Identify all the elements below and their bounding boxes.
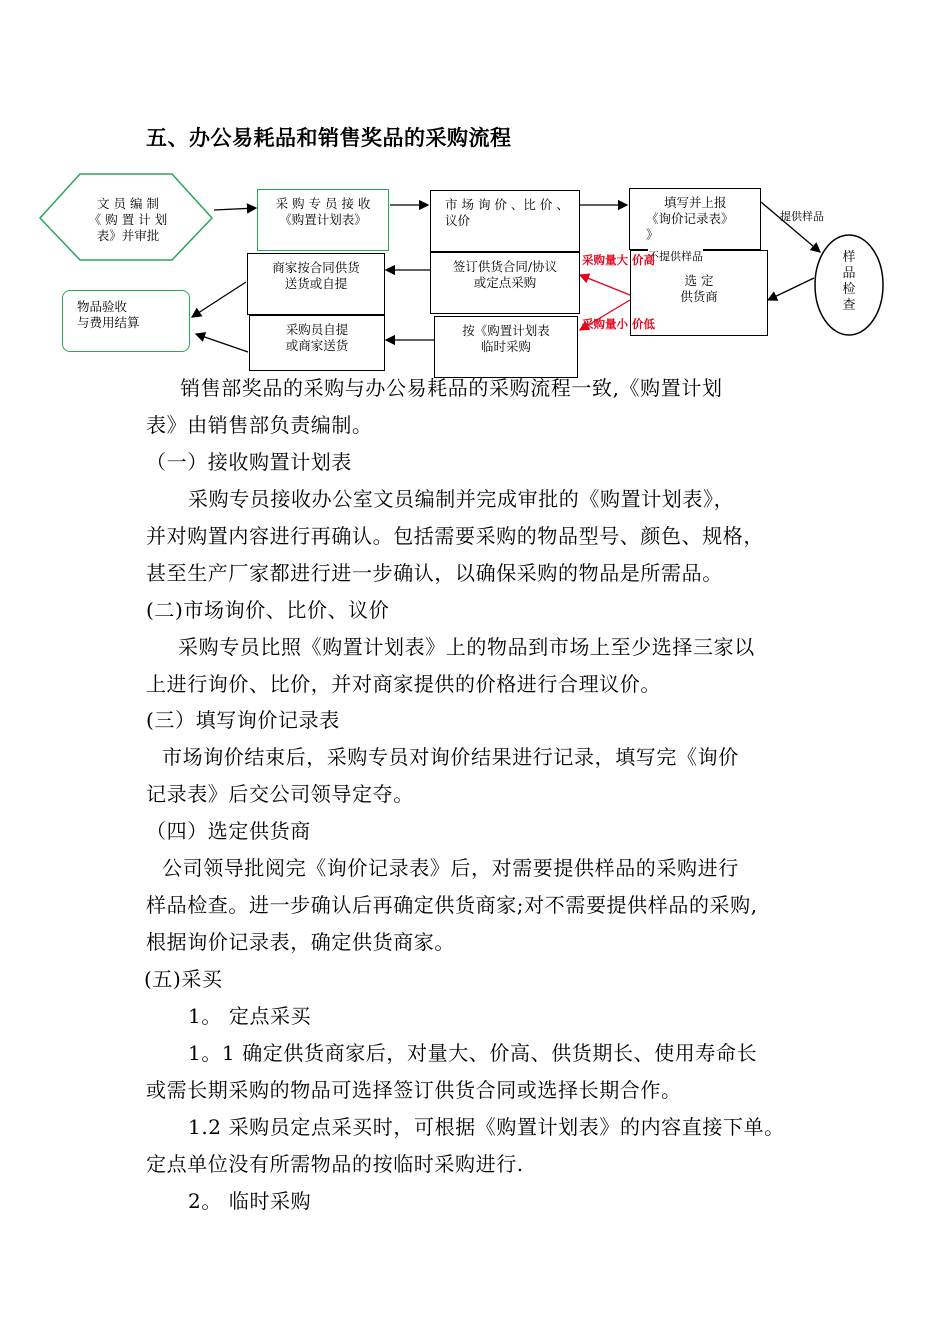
heading-market-inquiry: (二)市场询价、比价、议价: [146, 598, 390, 622]
receive-plan-box: [257, 189, 389, 251]
buyer-pickup-box: [249, 315, 385, 371]
arrow-select-contract: [580, 275, 630, 295]
contract-line-1: 签订供货合同/协议: [452, 259, 558, 274]
para-line-5: 并对购置内容进行再确认。包括需要采购的物品型号、颜色、规格，: [146, 524, 764, 548]
large-qty-line-2: 价高: [632, 253, 656, 267]
temp-purchase-box: [434, 316, 578, 378]
arrow-sample-select: [768, 278, 814, 300]
select-line-2: 供货商: [680, 289, 718, 304]
sample-check-node: [837, 250, 861, 314]
merchant-line-1: 商家按合同供货: [272, 260, 360, 275]
market-inquiry-box: [430, 190, 580, 252]
sample-check-char-2: 品: [842, 266, 856, 281]
para-line-9: 上进行询价、比价，并对商家提供的价格进行合理议价。: [146, 672, 661, 696]
small-qty-label: [582, 318, 655, 331]
temp-line-1: 按《购置计划表: [462, 323, 550, 338]
para-line-20: 或需长期采购的物品可选择签订供货合同或选择长期合作。: [146, 1078, 682, 1102]
procurement-flowchart: [0, 160, 950, 370]
para-line-22: 定点单位没有所需物品的按临时采购进行.: [146, 1152, 524, 1176]
para-line-15: 样品检查。进一步确认后再确定供货商家;对不需要提供样品的采购,: [146, 893, 758, 917]
para-line-21: 1.2 采购员定点采买时，可根据《购置计划表》的内容直接下单。: [188, 1115, 785, 1139]
arrow-merchant-accept: [192, 282, 246, 317]
record-line-3: 》: [646, 227, 659, 242]
para-line-2: 表》由销售部负责编制。: [146, 413, 373, 437]
para-line-4: 采购专员接收办公室文员编制并完成审批的《购置计划表》，: [188, 487, 735, 511]
accept-line-1: 物品验收: [77, 299, 128, 314]
contract-line-2: 或定点采购: [473, 275, 537, 290]
inquiry-line-2: 议价: [445, 213, 471, 228]
no-sample-label: 不提供样品: [648, 250, 703, 263]
para-line-16: 根据询价记录表，确定供货商家。: [146, 930, 455, 954]
para-line-8: 采购专员比照《购置计划表》上的物品到市场上至少选择三家以: [178, 635, 755, 659]
receive-line-1: 采 购 专 员 接 收: [275, 196, 371, 211]
receive-line-2: 《购置计划表》: [279, 212, 367, 227]
start-line-2: 《 购 置 计 划: [88, 212, 168, 227]
small-qty-line-1: 采购量小: [582, 317, 628, 331]
para-line-6: 甚至生产厂家都进行进一步确认，以确保采购的物品是所需品。: [146, 561, 723, 585]
accept-line-2: 与费用结算: [77, 315, 140, 330]
heading-receive-plan: （一）接收购置计划表: [146, 450, 352, 474]
pickup-line-1: 采购员自提: [285, 322, 349, 337]
para-line-12: 记录表》后交公司领导定夺。: [146, 782, 414, 806]
pickup-line-2: 或商家送货: [285, 338, 349, 353]
acceptance-settlement-box: [62, 290, 190, 352]
heading-temp-purchase: 2。 临时采购: [188, 1189, 312, 1213]
merchant-line-2: 送货或自提: [284, 276, 348, 291]
heading-select-supplier: （四）选定供货商: [146, 819, 311, 843]
large-qty-line-1: 采购量大: [582, 253, 628, 267]
temp-line-2: 临时采购: [480, 339, 531, 354]
arrow-buyer-accept: [196, 334, 248, 352]
sample-check-char-3: 检: [842, 282, 856, 297]
para-line-11: 市场询价结束后，采购专员对询价结果进行记录，填写完《询价: [162, 745, 739, 769]
inquiry-line-1: 市 场 询 价 、比 价 、: [445, 197, 569, 212]
select-line-1: 选 定: [684, 273, 714, 288]
sample-check-char-1: 样: [842, 250, 856, 265]
provide-sample-label: 提供样品: [780, 210, 824, 223]
sign-contract-box: [430, 252, 580, 314]
start-line-3: 表》并审批: [96, 228, 160, 243]
start-node: [78, 196, 178, 244]
heading-fixed-purchase: 1。 定点采买: [188, 1004, 312, 1028]
start-line-1: 文 员 编 制: [97, 196, 159, 211]
inquiry-record-box: [629, 188, 761, 250]
heading-purchase: (五)采买: [144, 967, 223, 991]
sample-check-char-4: 查: [842, 298, 856, 313]
record-line-1: 填写并上报: [664, 195, 727, 210]
record-line-2: 《询价记录表》: [646, 211, 734, 226]
para-line-19: 1。1 确定供货商家后，对量大、价高、供货期长、使用寿命长: [188, 1041, 758, 1065]
para-line-14: 公司领导批阅完《询价记录表》后，对需要提供样品的采购进行: [162, 856, 739, 880]
small-qty-line-2: 价低: [632, 317, 656, 331]
arrow-start-receive: [214, 208, 256, 210]
heading-inquiry-record: (三）填写询价记录表: [146, 708, 340, 732]
section-title: 五、办公易耗品和销售奖品的采购流程: [146, 125, 512, 150]
merchant-deliver-box: [247, 253, 385, 315]
para-line-1: 销售部奖品的采购与办公易耗品的采购流程一致,《购置计划: [180, 376, 723, 400]
large-qty-label: [582, 254, 655, 267]
